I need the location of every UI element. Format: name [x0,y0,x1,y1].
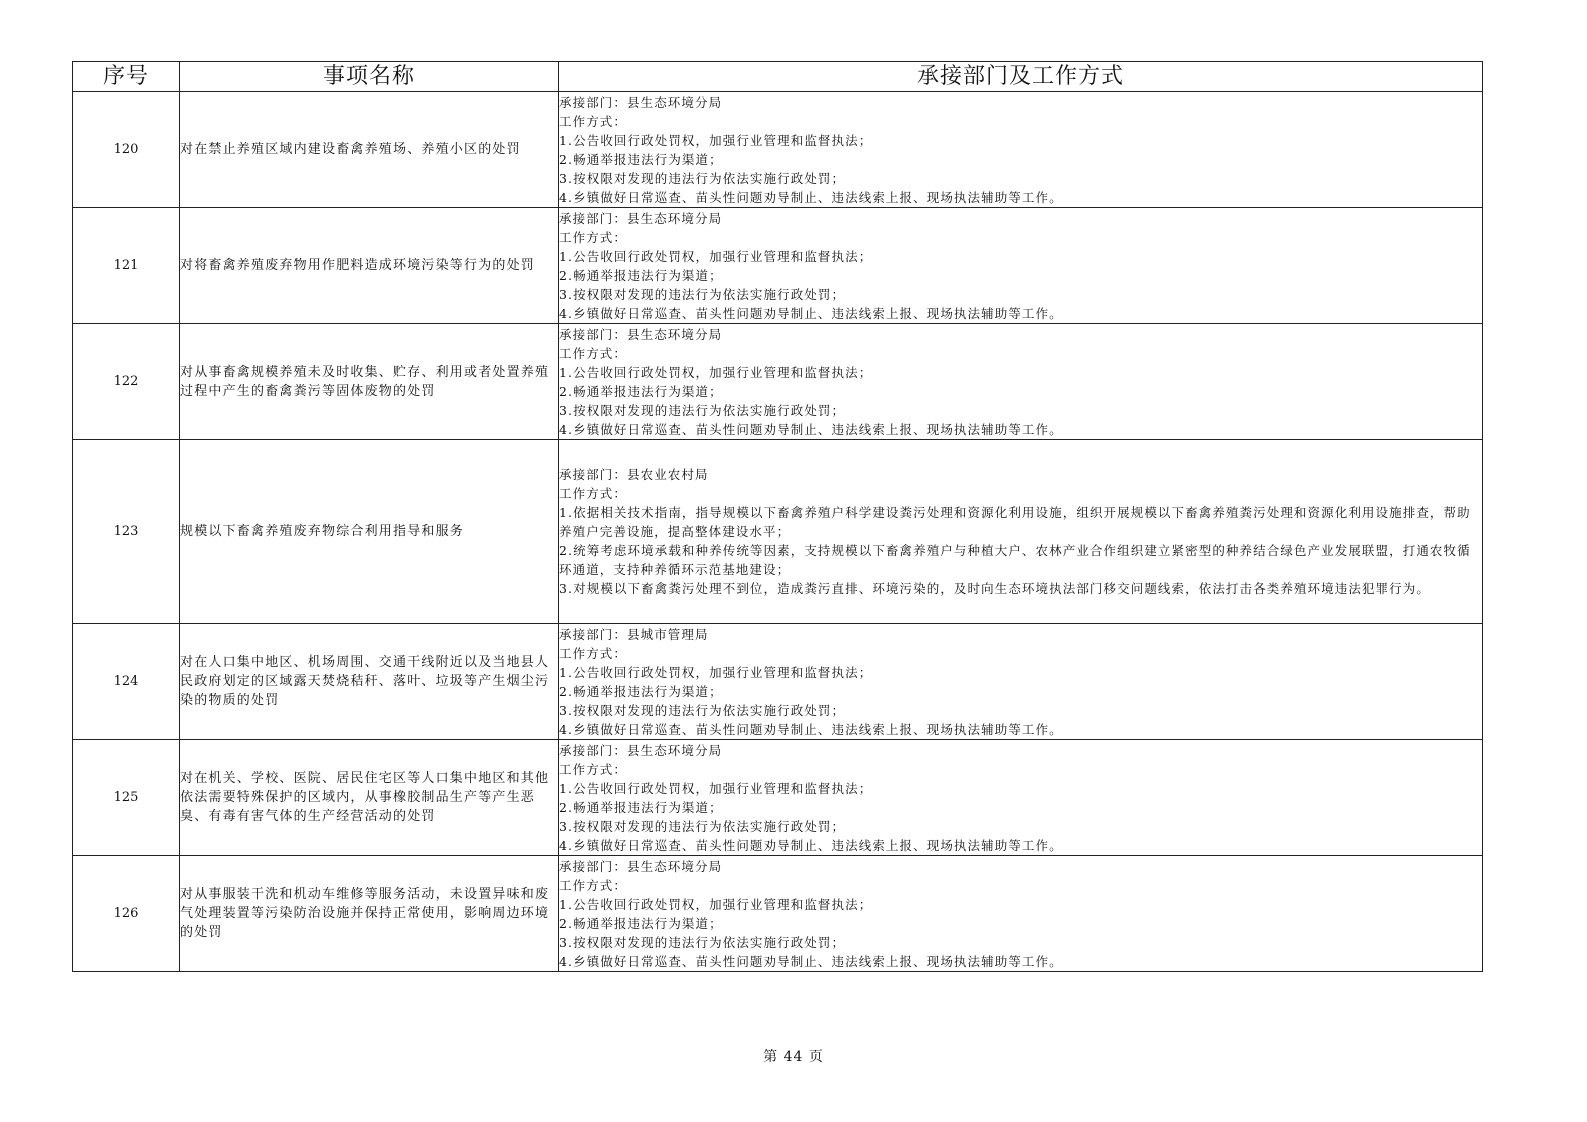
row-method-label: 工作方式： [559,486,628,501]
row-method-label: 工作方式： [559,645,628,661]
row-department: 承接部门：县生态环境分局 [559,94,723,110]
row-step: 2.畅通举报违法行为渠道； [559,683,723,699]
row-step: 1.公告收回行政处罚权，加强行业管理和监督执法； [559,780,873,796]
row-step: 3.按权限对发现的违法行为依法实施行政处罚； [559,286,846,302]
table-header-row [73,62,1483,92]
table-row [73,624,1483,740]
row-method-label: 工作方式： [559,761,628,777]
row-step: 3.按权限对发现的违法行为依法实施行政处罚； [559,402,846,418]
row-department-method [559,324,1483,440]
row-department-method [559,624,1483,740]
row-item-name: 对在机关、学校、医院、居民住宅区等人口集中地区和其他依法需要特殊保护的区域内，从事橡胶制品生产等产生恶臭、有毒有害气体的生产经营活动的处罚 [180,740,559,856]
row-method-label: 工作方式： [559,877,628,893]
row-serial-number: 125 [73,740,180,856]
row-method-label: 工作方式： [559,113,628,129]
row-department: 承接部门：县农业农村局 [559,467,709,482]
row-step: 3.按权限对发现的违法行为依法实施行政处罚； [559,170,846,186]
row-item-name: 对从事服装干洗和机动车维修等服务活动，未设置异味和废气处理装置等污染防治设施并保持正常使用，影响周边环境的处罚 [180,856,559,972]
row-item-name: 对在人口集中地区、机场周围、交通干线附近以及当地县人民政府划定的区域露天焚烧秸秆、落叶、垃圾等产生烟尘污染的物质的处罚 [180,624,559,740]
row-step: 1.公告收回行政处罚权，加强行业管理和监督执法； [559,364,873,380]
table-row [73,440,1483,624]
row-item-name: 对从事畜禽规模养殖未及时收集、贮存、利用或者处置养殖过程中产生的畜禽粪污等固体废物的处罚 [180,324,559,440]
row-step: 1.依据相关技术指南，指导规模以下畜禽养殖户科学建设粪污处理和资源化利用设施，组织开展规模以下畜禽养殖粪污处理和资源化利用设施排查，帮助养殖户完善设施，提高整体建设水平； [559,505,1471,539]
row-department: 承接部门：县生态环境分局 [559,858,723,874]
row-item-name: 对将畜禽养殖废弃物用作肥料造成环境污染等行为的处罚 [180,208,559,324]
page-number: 第 44 页 [763,1049,824,1065]
row-step: 3.对规模以下畜禽粪污处理不到位，造成粪污直排、环境污染的，及时向生态环境执法部门移交问题线索，依法打击各类养殖环境违法犯罪行为。 [559,581,1430,596]
row-serial-number: 124 [73,624,180,740]
header-item-name: 事项名称 [180,62,559,92]
row-step: 2.统筹考虑环境承载和种养传统等因素，支持规模以下畜禽养殖户与种植大户、农林产业合作组织建立紧密型的种养结合绿色产业发展联盟，打通农牧循环通道，支持种养循环示范基地建设； [559,543,1471,577]
row-step: 4.乡镇做好日常巡查、苗头性问题劝导制止、违法线索上报、现场执法辅助等工作。 [559,721,1063,737]
row-serial-number: 121 [73,208,180,324]
table-row [73,92,1483,208]
row-step: 1.公告收回行政处罚权，加强行业管理和监督执法； [559,896,873,912]
row-step: 2.畅通举报违法行为渠道； [559,799,723,815]
row-step: 1.公告收回行政处罚权，加强行业管理和监督执法； [559,248,873,264]
row-department: 承接部门：县生态环境分局 [559,210,723,226]
responsibility-table [72,61,1483,972]
row-department-method [559,440,1483,624]
row-step: 4.乡镇做好日常巡查、苗头性问题劝导制止、违法线索上报、现场执法辅助等工作。 [559,421,1063,437]
table-row [73,856,1483,972]
row-department-method [559,856,1483,972]
row-department-method [559,92,1483,208]
row-step: 1.公告收回行政处罚权，加强行业管理和监督执法； [559,132,873,148]
row-department-method [559,208,1483,324]
row-department: 承接部门：县生态环境分局 [559,742,723,758]
header-serial-number: 序号 [73,62,180,92]
row-serial-number: 123 [73,440,180,624]
table-row [73,324,1483,440]
row-serial-number: 122 [73,324,180,440]
row-department: 承接部门：县生态环境分局 [559,326,723,342]
row-step: 3.按权限对发现的违法行为依法实施行政处罚； [559,702,846,718]
row-step: 4.乡镇做好日常巡查、苗头性问题劝导制止、违法线索上报、现场执法辅助等工作。 [559,305,1063,321]
row-department: 承接部门：县城市管理局 [559,626,709,642]
row-step: 3.按权限对发现的违法行为依法实施行政处罚； [559,934,846,950]
row-step: 2.畅通举报违法行为渠道； [559,383,723,399]
row-step: 3.按权限对发现的违法行为依法实施行政处罚； [559,818,846,834]
header-department-method: 承接部门及工作方式 [559,62,1483,92]
table-row [73,208,1483,324]
row-step: 2.畅通举报违法行为渠道； [559,267,723,283]
row-item-name: 对在禁止养殖区域内建设畜禽养殖场、养殖小区的处罚 [180,92,559,208]
row-serial-number: 120 [73,92,180,208]
row-step: 4.乡镇做好日常巡查、苗头性问题劝导制止、违法线索上报、现场执法辅助等工作。 [559,837,1063,853]
row-serial-number: 126 [73,856,180,972]
row-step: 1.公告收回行政处罚权，加强行业管理和监督执法； [559,664,873,680]
row-step: 2.畅通举报违法行为渠道； [559,151,723,167]
table-row [73,740,1483,856]
row-method-label: 工作方式： [559,229,628,245]
row-method-label: 工作方式： [559,345,628,361]
row-department-method [559,740,1483,856]
row-step: 2.畅通举报违法行为渠道； [559,915,723,931]
row-step: 4.乡镇做好日常巡查、苗头性问题劝导制止、违法线索上报、现场执法辅助等工作。 [559,189,1063,205]
row-step: 4.乡镇做好日常巡查、苗头性问题劝导制止、违法线索上报、现场执法辅助等工作。 [559,953,1063,969]
row-item-name: 规模以下畜禽养殖废弃物综合利用指导和服务 [180,440,559,624]
